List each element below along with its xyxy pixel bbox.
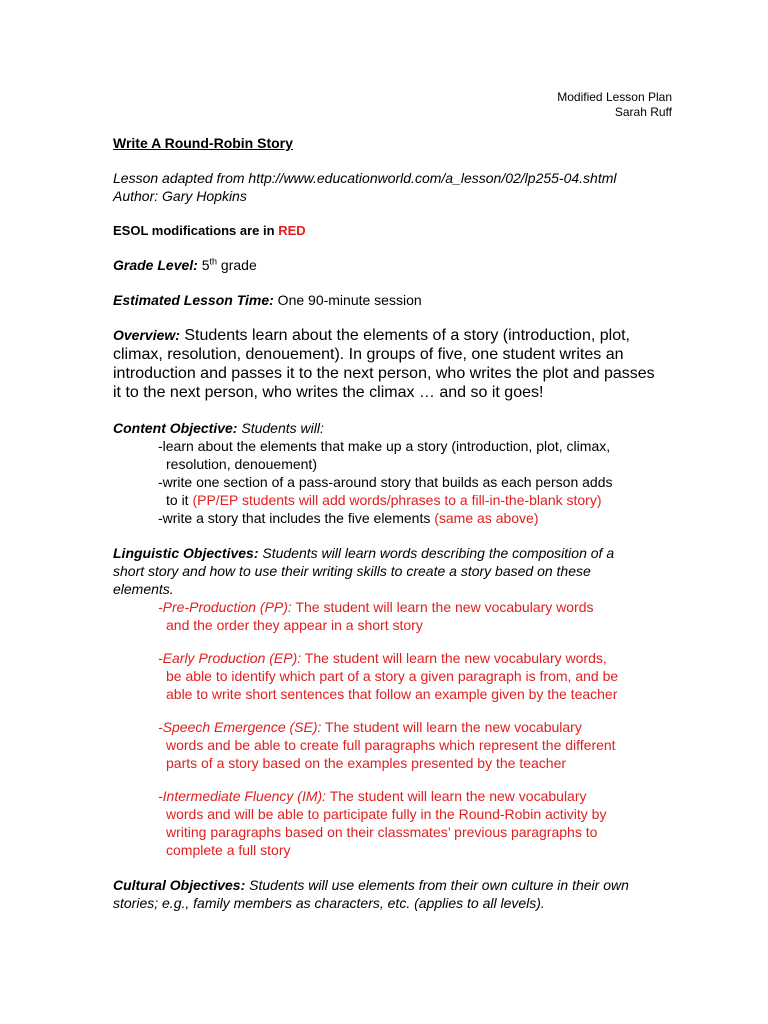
overview-text-4: it to the next person, who writes the climax … and so it goes!	[113, 384, 544, 401]
overview-text-3: introduction and passes it to the next person, who writes the plot and passes	[113, 365, 655, 382]
overview-text-2: climax, resolution, denouement). In groups of five, one student writes an	[113, 346, 624, 363]
level-im-label: -Intermediate Fluency (IM):	[158, 788, 327, 804]
overview-section	[113, 326, 673, 402]
level-se-text-3: parts of a story based on the examples presented by the teacher	[166, 755, 567, 771]
linguistic-label: Linguistic Objectives:	[113, 545, 259, 561]
content-objective-item-3-text: -write a story that includes the five elements	[158, 510, 435, 526]
lesson-title: Write A Round-Robin Story	[113, 135, 293, 151]
level-ep-text-2: be able to identify which part of a story a given paragraph is from, and be	[166, 668, 619, 684]
level-intermediate-fluency	[113, 787, 673, 859]
level-ep-text-1: The student will learn the new vocabulary words,	[301, 650, 607, 666]
level-im-text-4: complete a full story	[166, 842, 291, 858]
esol-note-label: ESOL modifications are in	[113, 223, 279, 238]
grade-level	[113, 256, 673, 274]
grade-level-rest: grade	[217, 257, 257, 273]
level-im-text-1: The student will learn the new vocabulary	[326, 788, 587, 804]
content-objective-item-1-cont: resolution, denouement)	[166, 456, 317, 472]
content-objective-item-2-esol: (PP/EP students will add words/phrases to a fill-in-the-blank story)	[192, 492, 602, 508]
header-doc-type: Modified Lesson Plan	[557, 90, 672, 104]
header-author: Sarah Ruff	[614, 105, 672, 119]
level-ep-label: -Early Production (EP):	[158, 650, 302, 666]
level-ep-line-1	[113, 649, 673, 667]
document-body	[113, 134, 673, 912]
linguistic-intro-text-1: Students will learn words describing the composition of a	[258, 545, 615, 561]
level-se-text-2: words and be able to create full paragraphs which represent the different	[166, 737, 616, 753]
content-objective-intro: Students will:	[237, 420, 324, 436]
linguistic-objectives-section	[113, 544, 673, 859]
content-objective-item-1: -learn about the elements that make up a story (introduction, plot, climax,	[158, 438, 611, 454]
linguistic-intro-3: elements.	[113, 581, 174, 597]
overview-label: Overview:	[113, 327, 180, 343]
adapted-author-line: Author: Gary Hopkins	[113, 188, 247, 204]
cultural-label: Cultural Objectives:	[113, 877, 246, 893]
linguistic-intro-1	[113, 544, 673, 562]
level-pre-production	[113, 598, 673, 634]
lesson-time-label: Estimated Lesson Time:	[113, 292, 274, 308]
linguistic-intro-2: short story and how to use their writing skills to create a story based on these	[113, 563, 591, 579]
adapted-source-line: Lesson adapted from http://www.educationworld.com/a_lesson/02/lp255-04.shtml	[113, 170, 617, 186]
content-objective-item-3	[113, 509, 673, 527]
level-pp-label: -Pre-Production (PP):	[158, 599, 292, 615]
level-se-label: -Speech Emergence (SE):	[158, 719, 322, 735]
overview-line	[113, 326, 673, 345]
grade-level-number: 5	[197, 257, 210, 273]
adapted-source	[113, 169, 673, 205]
level-se-text-1: The student will learn the new vocabulary	[321, 719, 582, 735]
level-pp-line-1	[113, 598, 673, 616]
content-objective-item-2-text: to it	[166, 492, 193, 508]
level-early-production	[113, 649, 673, 703]
level-im-text-2: words and will be able to participate fully in the Round-Robin activity by	[166, 806, 607, 822]
cultural-line-1	[113, 876, 673, 894]
grade-level-label: Grade Level:	[113, 257, 198, 273]
level-ep-text-3: able to write short sentences that follow an example given by the teacher	[166, 686, 618, 702]
level-pp-text-2: and the order they appear in a short story	[166, 617, 423, 633]
overview-text-1: Students learn about the elements of a story (introduction, plot,	[179, 327, 630, 344]
level-se-line-1	[113, 718, 673, 736]
content-objective-section	[113, 419, 673, 527]
cultural-text-1: Students will use elements from their own culture in their own	[245, 877, 629, 893]
content-objective-item-2-cont	[113, 491, 673, 509]
content-objective-heading	[113, 419, 673, 437]
cultural-text-2: stories; e.g., family members as characters, etc. (applies to all levels).	[113, 895, 545, 911]
lesson-time	[113, 291, 673, 309]
content-objective-item-3-esol: (same as above)	[434, 510, 539, 526]
content-objective-label: Content Objective:	[113, 420, 238, 436]
level-im-text-3: writing paragraphs based on their classmates’ previous paragraphs to	[166, 824, 598, 840]
level-pp-text-1: The student will learn the new vocabulary words	[291, 599, 594, 615]
cultural-objectives-section	[113, 876, 673, 912]
grade-level-suffix: th	[209, 256, 218, 267]
esol-note	[113, 222, 673, 239]
content-objective-item-2: -write one section of a pass-around story that builds as each person adds	[158, 474, 613, 490]
esol-note-red-word: RED	[278, 223, 306, 238]
document-header	[557, 90, 672, 120]
level-im-line-1	[113, 787, 673, 805]
level-speech-emergence	[113, 718, 673, 772]
lesson-time-value: One 90-minute session	[273, 292, 422, 308]
